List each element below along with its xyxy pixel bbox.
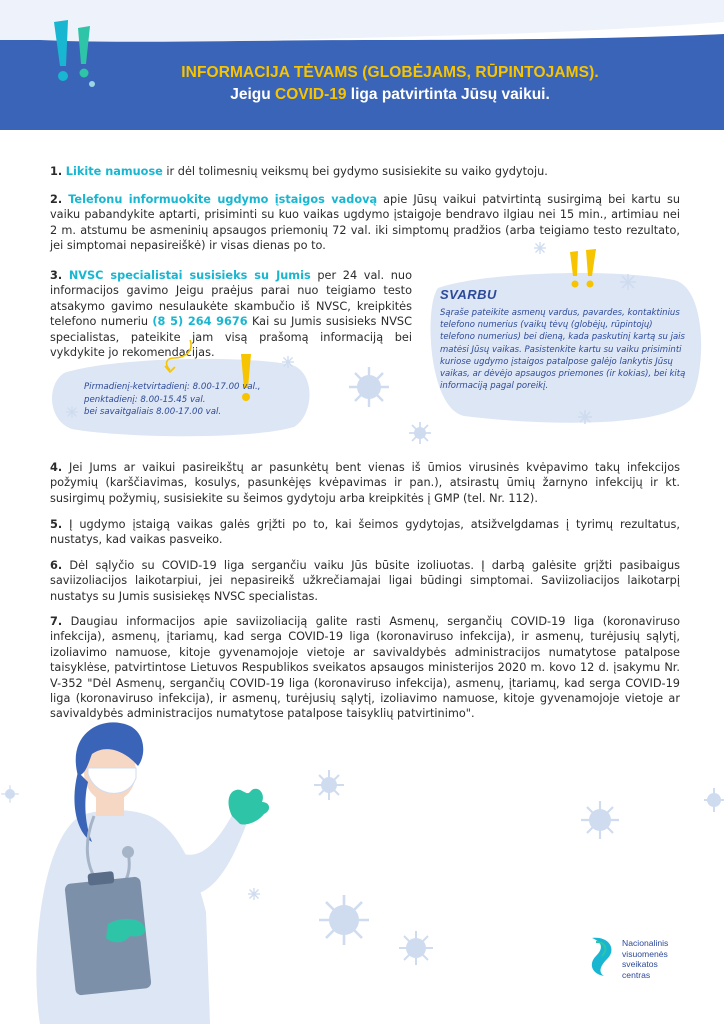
list-item: 5. Į ugdymo įstaigą vaikas galės grįžti po to, kai šeimos gydytojas, atsižvelgdamas į tyrimų rezultatus, nustatys, kad vaikas pasveiko. <box>50 518 680 547</box>
virus-icon <box>704 786 724 814</box>
arrow-icon <box>160 336 200 376</box>
phone-number: (8 5) 264 9676 <box>152 315 248 329</box>
virus-icon <box>396 928 436 968</box>
list-item: 2. Telefonu informuokite ugdymo įstaigos vadovą apie Jūsų vaikui patvirtintą susirgimą bei kartu su vaiku pabandykite aptarti, prisiminti su kuo vaikas ugdymo įstaigoje bendravo ilgiau nei 15 min., artimiau nei 2 m. atstumu be asmeninių apsaugos priemonių 72 val. iki simptomų pradžios (arba teigiamo testo rezultato, jei simptomai nepasireiškė) ir visas dienas po to. <box>50 193 680 253</box>
nvsc-logo-icon <box>586 934 618 978</box>
sparkle-icon <box>578 410 592 424</box>
list-item: 1. Likite namuose ir dėl tolimesnių veiksmų bei gydymo susisiekite su vaiko gydytoju. <box>50 165 548 178</box>
office-hours: Pirmadienį-ketvirtadienį: 8.00-17.00 val., penktadienį: 8.00-15.45 val. bei savaitgaliais 8.00-17.00 val. <box>84 382 261 418</box>
nurse-illustration <box>0 712 290 1024</box>
page-title: INFORMACIJA TĖVAMS (GLOBĖJAMS, RŪPINTOJAMS). <box>181 64 599 81</box>
virus-icon <box>312 768 346 802</box>
list-item: 7. Daugiau informacijos apie saviizoliaciją galite rasti Asmenų, sergančių COVID-19 liga (koronaviruso infekcija), asmenų, įtariamų, kad serga COVID-19 liga (koronaviruso infekcija), ir asmenų, turėjusių sąlytį, izoliavimo namuose, kitoje gyvenamojoje vietoje ar savivaldybės administracijos numatytose patalpose taisyklėse, patvirtintose Lietuvos Respublikos sveikatos apsaugos ministerijos 2020 m. kovo 12 d. įsakymu Nr. V-352 "Dėl Asmenų, sergančių COVID-19 liga (koronaviruso infekcija), asmenų, įtariamų, kad serga COVID-19 liga (koronaviruso infekcija), ir asmenų, turėjusių sąlytį, izoliavimo namuose, kitoje gyvenamojoje vietoje ar savivaldybės administracijos numatytose patalpose taisyklių patvirtinimo". <box>50 615 680 721</box>
virus-icon <box>346 364 392 410</box>
important-heading: SVARBU <box>440 287 497 302</box>
virus-icon <box>578 798 622 842</box>
logo-text: Nacionalinis visuomenės sveikatos centras <box>622 938 669 980</box>
virus-icon <box>316 892 372 948</box>
virus-icon <box>407 420 433 446</box>
list-item: 3. NVSC specialistai susisieks su Jumis per 24 val. nuo informacijos gavimo Jeigu praėjus parai nuo teigiamo testo atsakymo gavimo nesulaukėte skambučio iš NVSC, kreipkitės telefono numeriu (8 5) 264 9676 Kai su Jumis susisieks NVSC specialistas, pateikite jam visą prašomą informaciją bei vykdykite jo rekomendacijas. <box>50 269 413 360</box>
list-item: 6. Dėl sąlyčio su COVID-19 liga sergančiu vaiku Jūs būsite izoliuotas. Į darbą galėsite grįžti pasibaigus saviizoliacijos laikotarpiui, jei nepasireikš užkrečiamajai ligai būdingi simptomai. Saviizoliacijos laikotarpį nustatys su Jumis susisiekęs NVSC specialistas. <box>50 559 680 603</box>
sparkle-icon <box>534 242 546 254</box>
sparkle-icon <box>620 274 636 290</box>
exclamation-icon <box>564 246 604 294</box>
sparkle-icon <box>66 406 78 418</box>
list-item: 4. Jei Jums ar vaikui pasireikštų ar pasunkėtų bent vienas iš ūmios virusinės kvėpavimo takų infekcijos požymių (karščiavimas, kosulys, pasunkėjęs kvėpavimas ir pan.), atsirastų ūmių žarnyno infekcijų ir kt. susirgimų požymių, susisiekite su šeimos gydytoju arba kreipkitės į GMP (tel. Nr. 112). <box>50 461 680 505</box>
page-subtitle: Jeigu COVID-19 liga patvirtinta Jūsų vaikui. <box>230 86 550 103</box>
sparkle-icon <box>282 356 294 368</box>
important-text: Sąraše pateikite asmenų vardus, pavardes, kontaktinius telefono numerius (vaikų tėvų (globėjų, rūpintojų) telefono numerius) bei dieną, kada paskutinį kartą su jais matėsi Jūsų vaikas. Pasistenkite kartu su vaiku prisiminti kuriose ugdymo įstaigos patalpose galėjo lankytis Jūsų vaikas, ar dėvėjo apsaugos priemones (ir kokias), bei kitą informaciją pagal poreikį. <box>440 308 686 392</box>
exclamation-icon <box>48 18 108 90</box>
